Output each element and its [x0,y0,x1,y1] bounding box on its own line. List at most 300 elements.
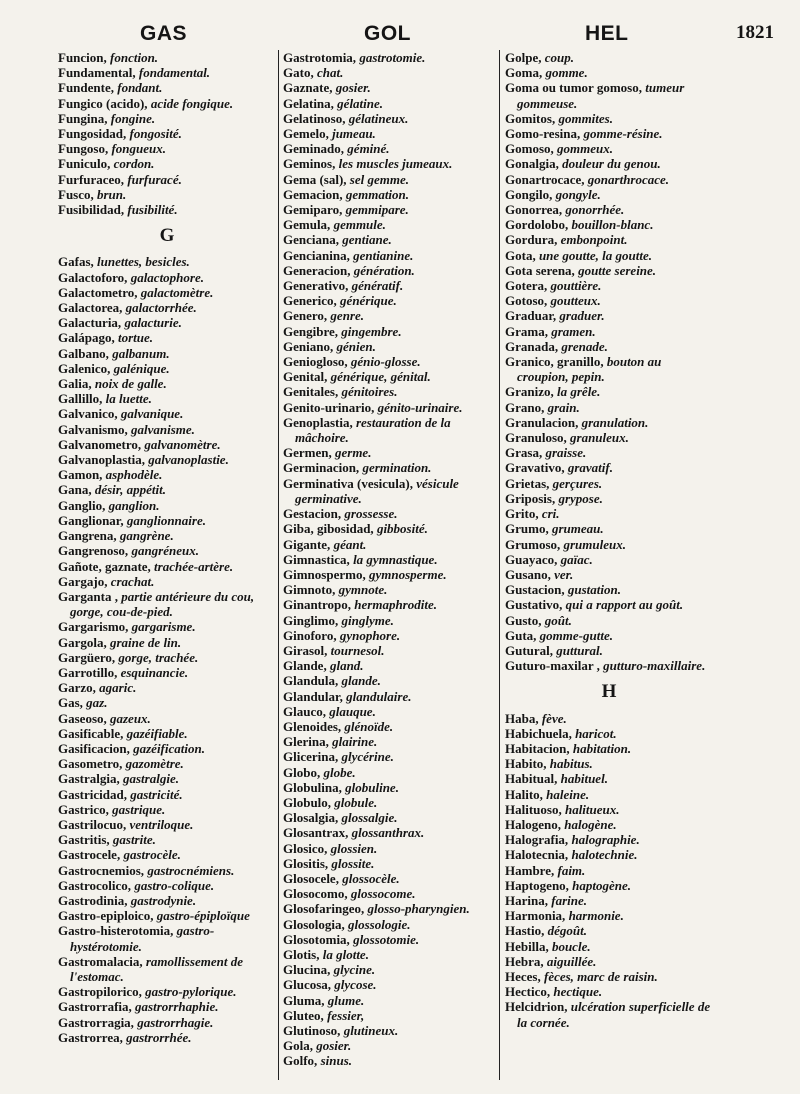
french-translation: fongueux. [111,141,167,157]
spanish-term: Gaseoso, [58,710,107,726]
spanish-term: Galápago, [58,330,115,346]
spanish-term: Halografia, [505,832,569,848]
french-translation: fonction. [110,50,159,65]
dictionary-entry [283,901,493,916]
spanish-term: Gastrico, [58,801,109,817]
spanish-term: Glandula, [283,673,339,689]
french-translation: glutineux. [343,1023,399,1038]
spanish-term: Glosocele, [283,870,339,886]
french-translation: gymnote. [338,582,388,598]
french-translation: gangrène. [119,528,174,544]
dictionary-entry [283,293,493,308]
dictionary-entry [283,476,493,506]
french-translation: gemmation. [345,186,410,202]
french-translation: glauque. [329,703,376,719]
spanish-term: Gastrorrafia, [58,999,132,1015]
french-translation: gastrodynie. [130,892,197,908]
spanish-term: Galactoforo, [58,269,128,285]
dictionary-entry [58,726,276,741]
french-translation: glossanthrax. [351,825,425,841]
dictionary-entry [505,141,713,156]
french-translation: haptogène. [572,877,632,893]
french-translation: halogène. [564,816,617,832]
spanish-term: Hectico, [505,984,551,1000]
guide-word-right: HEL [585,22,629,45]
dictionary-entry [283,248,493,263]
spanish-term: Golpe, [505,50,542,65]
spanish-term: Hastio, [505,923,545,939]
spanish-term: Gaznate, [283,80,333,96]
dictionary-entry [283,202,493,217]
dictionary-entry [58,741,276,756]
spanish-term: Gastromalacia, [58,953,143,969]
dictionary-entry [505,415,713,430]
spanish-term: Habichuela, [505,725,572,741]
spanish-term: Fungoso, [58,141,109,157]
dictionary-entry [505,384,713,399]
french-translation: agaric. [99,680,137,696]
french-translation: gastro-hystérotomie. [70,923,215,954]
french-translation: ginglyme. [341,612,394,628]
french-translation: hectique. [553,984,603,1000]
french-translation: gastrorrhaphie. [135,999,219,1015]
french-translation: esquinancie. [120,664,189,680]
spanish-term: Gustacion, [505,582,565,598]
dictionary-entry [283,217,493,232]
dictionary-entry [505,187,713,202]
spanish-term: Gonartrocace, [505,171,585,187]
french-translation: noix de galle. [94,376,167,392]
french-translation: générique. [340,293,397,309]
dictionary-entry [505,339,713,354]
spanish-term: Granulacion, [505,414,579,430]
french-translation: fusibilité. [127,202,178,218]
dictionary-entry [58,1015,276,1030]
french-translation: galactophore. [130,269,204,285]
spanish-term: Goma ou tumor gomoso, [505,80,642,96]
dictionary-entry [58,254,276,269]
french-translation: ulcération superficielle de la cornée. [517,999,711,1030]
french-translation: glossocome. [350,886,416,902]
french-translation: glossalgie. [341,810,398,826]
dictionary-entry [505,613,713,628]
spanish-term: Genito-urinario, [283,399,375,415]
dictionary-entry [283,552,493,567]
dictionary-entry [58,126,276,141]
french-translation: glosso-pharyngien. [367,901,470,917]
french-translation: glume. [327,992,365,1008]
dictionary-entry [283,460,493,475]
french-translation: glénoïde. [344,718,394,734]
spanish-term: Halito, [505,786,543,802]
french-translation: douleur du genou. [562,156,661,172]
french-translation: asphodèle. [105,467,163,483]
dictionary-entry [58,315,276,330]
spanish-term: Garrotillo, [58,664,118,680]
dictionary-entry [283,278,493,293]
french-translation: genre. [330,308,365,324]
spanish-term: Fungosidad, [58,126,127,142]
spanish-term: Glosalgia, [283,810,339,826]
french-translation: glycose. [334,977,377,993]
dictionary-entry [58,771,276,786]
dictionary-entry [283,65,493,80]
french-translation: gastro-colique. [134,877,215,893]
spanish-term: Ginoforo, [283,627,337,643]
french-translation: gargarisme. [131,619,196,635]
dictionary-entry [505,741,713,756]
spanish-term: Glicerina, [283,749,339,765]
spanish-term: Gastrocnemios, [58,862,145,878]
dictionary-entry [283,658,493,673]
spanish-term: Goma, [505,65,543,81]
french-translation: goût. [544,612,572,628]
french-translation: habitus. [549,756,593,772]
spanish-term: Ganglionar, [58,512,124,528]
dictionary-entry [58,543,276,558]
spanish-term: Globo, [283,764,321,780]
french-translation: gramen. [551,323,596,339]
french-translation: la glotte. [322,946,369,962]
spanish-term: Gengibre, [283,323,339,339]
french-translation: fongosité. [129,126,182,142]
spanish-term: Grumo, [505,521,549,537]
dictionary-entry [58,528,276,543]
spanish-term: Gimnospermo, [283,566,366,582]
dictionary-entry [505,278,713,293]
dictionary-entry [283,582,493,597]
spanish-term: Gasometro, [58,756,123,772]
dictionary-entry [283,445,493,460]
spanish-term: Hebra, [505,953,544,969]
french-translation: restauration de la mâchoire. [295,414,451,446]
dictionary-entry [505,567,713,582]
spanish-term: Girasol, [283,642,328,658]
french-translation: générique, génital. [330,369,431,385]
dictionary-entry [283,232,493,247]
dictionary-entry [58,954,276,984]
spanish-term: Grano, [505,399,545,415]
french-translation: gemmipare. [345,202,409,218]
dictionary-entry [283,597,493,612]
spanish-term: Haptogeno, [505,877,569,893]
french-translation: gastrorrhée. [126,1029,192,1045]
spanish-term: Gluma, [283,992,325,1008]
french-translation: gazéifiable. [126,725,188,741]
dictionary-entry [58,467,276,482]
dictionary-entry [505,643,713,658]
dictionary-entry [283,126,493,141]
french-translation: gastralgie. [123,771,179,787]
spanish-term: Gangrenoso, [58,543,129,559]
spanish-term: Gastrorragia, [58,1014,134,1030]
dictionary-entry [283,172,493,187]
spanish-term: Funcion, [58,50,107,65]
french-translation: haricot. [575,725,617,741]
dictionary-entry [505,50,713,65]
dictionary-entry [283,886,493,901]
spanish-term: Habitual, [505,771,558,787]
dictionary-entry [505,863,713,878]
dictionary-entry [58,285,276,300]
french-translation: coup. [544,50,574,65]
french-translation: globuline. [345,779,399,795]
french-translation: glossite. [331,855,375,871]
spanish-term: Gastrotomia, [283,50,357,65]
french-translation: harmonie. [568,908,624,924]
french-translation: glycérine. [341,749,394,765]
dictionary-entry [283,734,493,749]
spanish-term: Geminos, [283,156,336,172]
french-translation: gustation. [567,582,621,598]
spanish-term: Guta, [505,627,537,643]
french-translation: glossocèle. [342,870,400,886]
dictionary-entry [58,172,276,187]
dictionary-entry [505,460,713,475]
dictionary-entry [58,376,276,391]
spanish-term: Gelatinoso, [283,110,346,126]
spanish-term: Hebilla, [505,938,549,954]
spanish-term: Hambre, [505,862,555,878]
spanish-term: Gana, [58,482,92,498]
french-translation: gastrorrhagie. [137,1014,214,1030]
dictionary-entry [58,270,276,285]
dictionary-entry [283,506,493,521]
french-translation: gerçures. [552,475,603,491]
french-translation: halotechnie. [571,847,638,863]
french-translation: galvanisme. [130,421,195,437]
french-translation: bouton au croupion, pepin. [517,354,662,385]
dictionary-entry [505,537,713,552]
dictionary-entry [58,619,276,634]
guide-word-left: GAS [140,22,188,45]
dictionary-entry [283,111,493,126]
french-translation: brun. [97,186,127,202]
spanish-term: Gargüero, [58,649,116,665]
dictionary-entry [58,832,276,847]
french-translation: gongyle. [555,186,601,202]
dictionary-entry [58,756,276,771]
french-translation: hermaphrodite. [354,597,437,613]
spanish-term: Fundamental, [58,65,136,81]
spanish-term: Glandular, [283,688,343,704]
dictionary-entry [58,437,276,452]
spanish-term: Galvanico, [58,406,118,422]
dictionary-entry [505,939,713,954]
french-translation: glandulaire. [346,688,412,704]
dictionary-entry [283,628,493,643]
dictionary-entry [505,878,713,893]
french-translation: gravatif. [567,460,613,476]
dictionary-entry [283,263,493,278]
spanish-term: Gastrilocuo, [58,816,127,832]
french-translation: génien. [336,338,376,354]
spanish-term: Fusco, [58,186,94,202]
french-translation: galvanomètre. [144,436,221,452]
french-translation: habituel. [560,771,608,787]
spanish-term: Genoplastia, [283,414,353,430]
spanish-term: Gonorrea, [505,202,563,218]
french-translation: embonpoint. [560,232,628,248]
dictionary-entry [283,993,493,1008]
french-translation: acide fongique. [150,95,234,111]
french-translation: grenade. [561,338,608,354]
dictionary-entry [58,141,276,156]
french-translation: gonorrhée. [565,202,625,218]
french-translation: halographie. [571,832,640,848]
dictionary-entry [505,787,713,802]
spanish-term: Glosofaringeo, [283,901,365,917]
spanish-term: Furfuraceo, [58,171,125,187]
spanish-term: Gamon, [58,467,103,483]
dictionary-entry [505,126,713,141]
dictionary-entry [283,780,493,795]
spanish-term: Galvanoplastia, [58,452,146,468]
dictionary-entry [505,324,713,339]
french-translation: glande. [341,673,381,689]
dictionary-entry [283,308,493,323]
spanish-term: Gastricidad, [58,786,127,802]
french-translation: globe. [323,764,356,780]
french-translation: gemmule. [333,217,386,233]
dictionary-entry [505,80,713,110]
dictionary-entry [58,391,276,406]
dictionary-entry [505,658,713,673]
spanish-term: Guturo-maxilar , [505,658,600,674]
spanish-term: Gangrena, [58,528,117,544]
french-translation: globule. [334,794,378,810]
spanish-term: Glerina, [283,734,329,750]
dictionary-entry [58,202,276,217]
french-translation: la gymnastique. [353,551,438,567]
spanish-term: Grama, [505,323,548,339]
spanish-term: Gestacion, [283,506,342,522]
french-translation: les muscles jumeaux. [338,156,453,172]
dictionary-entry [283,369,493,384]
dictionary-entry [505,506,713,521]
spanish-term: Gastrodinia, [58,892,128,908]
dictionary-entry [58,346,276,361]
spanish-term: Fundente, [58,80,114,96]
dictionary-entry [505,445,713,460]
french-translation: la luette. [105,391,152,407]
spanish-term: Gigante, [283,536,331,552]
page-header [0,22,800,52]
dictionary-entry [505,726,713,741]
french-translation: galactorrhée. [125,300,197,316]
spanish-term: Halituoso, [505,801,562,817]
dictionary-entry [283,810,493,825]
french-translation: gaz. [86,695,108,711]
dictionary-entry [283,917,493,932]
dictionary-entry [505,521,713,536]
french-translation: habitation. [572,740,632,756]
spanish-term: Guayaco, [505,551,558,567]
spanish-term: Glosico, [283,840,328,856]
dictionary-entry [505,248,713,263]
dictionary-entry [58,908,276,923]
spanish-term: Habitacion, [505,740,570,756]
dictionary-entry [58,711,276,726]
dictionary-entry [58,923,276,953]
dictionary-entry [283,704,493,719]
french-translation: haleine. [546,786,590,802]
dictionary-entry [283,1023,493,1038]
french-translation: farine. [551,892,587,908]
spanish-term: Gastritis, [58,832,110,848]
french-translation: une goutte, la goutte. [538,247,652,263]
dictionary-entry [505,969,713,984]
french-translation: galbanum. [112,345,170,361]
spanish-term: Gastropilorico, [58,984,142,1000]
dictionary-entry [58,330,276,345]
dictionary-entry [58,65,276,80]
spanish-term: Globulina, [283,779,342,795]
french-translation: glossien. [330,840,378,856]
french-translation: ganglion. [108,497,160,513]
spanish-term: Gencianina, [283,247,350,263]
spanish-term: Halogeno, [505,816,561,832]
dictionary-entry [58,817,276,832]
dictionary-entry [58,878,276,893]
spanish-term: Giba, gibosidad, [283,521,374,537]
french-translation: la grêle. [557,384,601,400]
spanish-term: Geniogloso, [283,354,348,370]
french-translation: génératif. [351,278,404,294]
french-translation: vésicule germinative. [295,475,459,506]
spanish-term: Glosotomia, [283,931,350,947]
dictionary-entry [283,354,493,369]
french-translation: génio-glosse. [350,354,421,370]
spanish-term: Helcidrion, [505,999,568,1015]
spanish-term: Glenoides, [283,718,342,734]
french-translation: gosier. [316,1038,352,1054]
french-translation: gastrite. [112,832,156,848]
page-number: 1821 [736,22,774,43]
dictionary-entry [505,400,713,415]
french-translation: gosier. [335,80,371,96]
french-translation: gonarthrocace. [587,171,670,187]
french-translation: grossesse. [344,506,398,522]
french-translation: galacturie. [124,315,182,331]
french-translation: tortue. [117,330,154,346]
dictionary-entry [58,187,276,202]
french-translation: gazomètre. [125,756,184,772]
french-translation: gastricité. [130,786,183,802]
dictionary-entry [505,908,713,923]
spanish-term: Galia, [58,376,92,392]
spanish-term: Harina, [505,892,548,908]
dictionary-entry [58,406,276,421]
spanish-term: Galactorea, [58,300,123,316]
french-translation: germination. [362,460,432,476]
dictionary-entry [283,871,493,886]
guide-word-center: GOL [364,22,411,45]
french-translation: fondant. [117,80,163,96]
spanish-term: Glucosa, [283,977,332,993]
french-translation: ventriloque. [129,816,194,832]
spanish-term: Gastro-histerotomia, [58,923,174,939]
spanish-term: Gemiparo, [283,202,343,218]
dictionary-entry [505,923,713,938]
spanish-term: Garganta , [58,588,118,604]
spanish-term: Graduar, [505,308,557,324]
dictionary-entry [58,1030,276,1045]
spanish-term: Gutural, [505,642,554,658]
dictionary-entry [58,787,276,802]
french-translation: tournesol. [330,642,385,658]
dictionary-entry [283,400,493,415]
